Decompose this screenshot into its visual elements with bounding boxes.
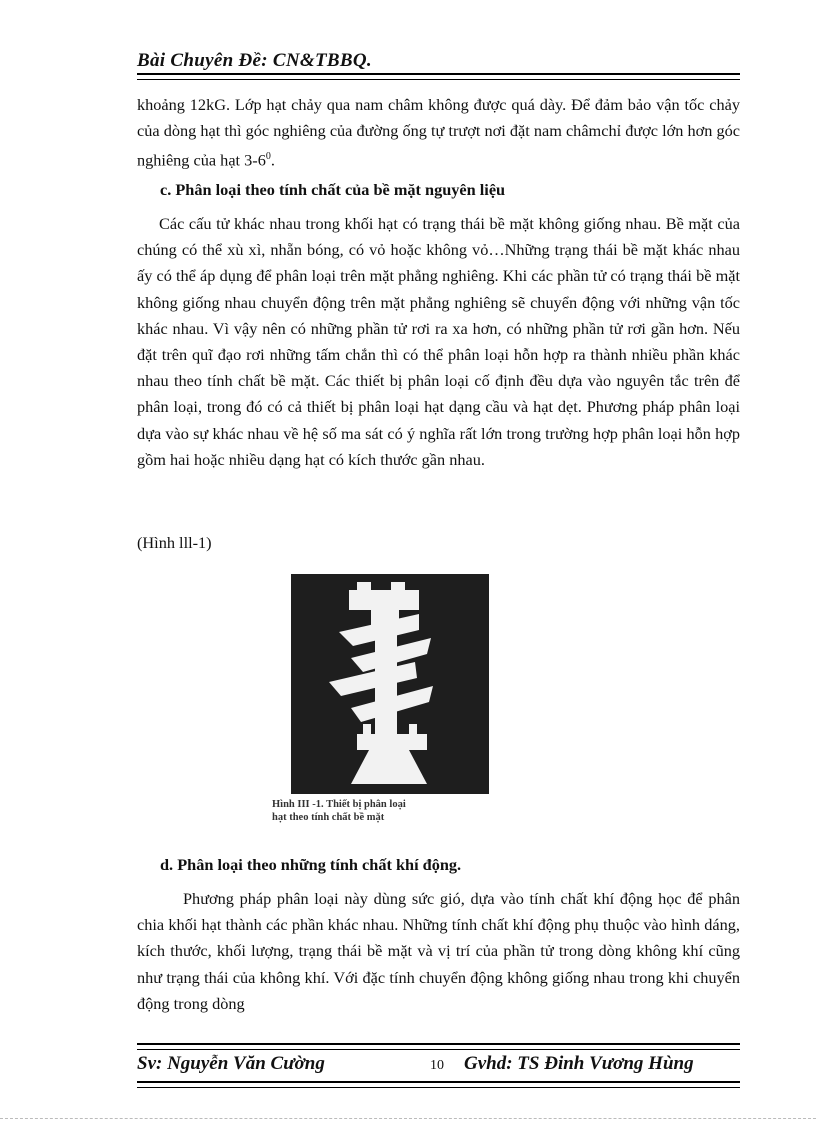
header-rule (137, 73, 740, 80)
section-heading-d: d. Phân loại theo những tính chất khí động. (160, 855, 462, 874)
figure-image (291, 574, 489, 794)
degree-superscript: 0 (265, 151, 271, 163)
figure-reference: (Hình lll-1) (137, 533, 212, 552)
footer-student: Sv: Nguyễn Văn Cường (137, 1053, 325, 1074)
paragraph-aerodynamic (137, 886, 740, 1017)
footer-rule (137, 1043, 740, 1050)
footer-rule-bottom (137, 1081, 740, 1088)
page-header (137, 50, 740, 72)
paragraph-aerodynamic-text: Phương pháp phân loại này dùng sức gió, dựa vào tính chất khí động học để phân chia khối hạt thành các phần khác nhau. Những tính chất khí động phụ thuộc vào hình dáng, kích thước, khối lượng, trạng thái bề mặt và vị trí của phần tử trong dòng không khí cũng như trạng thái của không khí. Với đặc tính chuyển động không giống nhau trong khi chuyển động trong dòng (137, 889, 740, 1013)
figure-caption-line2: hạt theo tính chất bề mặt (272, 812, 385, 823)
page-number: 10 (430, 1058, 444, 1073)
footer-advisor: Gvhd: TS Đinh Vương Hùng (464, 1053, 694, 1074)
paragraph-surface (137, 211, 740, 473)
paragraph-intro (137, 92, 740, 174)
separator-device-icon (291, 574, 489, 794)
paragraph-intro-end: . (270, 150, 275, 170)
paragraph-surface-text: Các cấu tử khác nhau trong khối hạt có trạng thái bề mặt không giống nhau. Bề mặt của chúng có thể xù xì, nhẵn bóng, có vỏ hoặc không vỏ…Những trạng thái bề mặt khác nhau ấy có thể áp dụng để phân loại trên mặt phẳng nghiêng. Khi các phần tử có trạng thái bề mặt không giống nhau chuyển động trên mặt phẳng nghiêng sẽ chuyển động với những vận tốc khác nhau. Vì vậy nên có những phần tử rơi ra xa hơn, có những phần tử rơi gần hơn. Nếu đặt trên quĩ đạo rơi những tấm chắn thì có thể phân loại hỗn hợp ra thành nhiều phần khác nhau theo tính chất bề mặt. Các thiết bị phân loại cố định đều dựa vào nguyên tắc trên để phân loại, trong đó có cả thiết bị phân loại hạt dạng cầu và hạt dẹt. Phương pháp phân loại dựa vào sự khác nhau về hệ số ma sát có ý nghĩa rất lớn trong trường hợp phân loại hỗn hợp gồm hai hoặc nhiều dạng hạt có kích thước gần nhau. (137, 214, 740, 469)
page-footer (137, 1053, 740, 1079)
figure-caption (272, 798, 472, 824)
page-edge (0, 1118, 816, 1119)
figure-caption-line1: Hình III -1. Thiết bị phân loại (272, 799, 406, 810)
paragraph-intro-body: khoảng 12kG. Lớp hạt chảy qua nam châm không được quá dày. Để đảm bảo vận tốc chảy của dòng hạt thì góc nghiêng của đường ống tự trượt nơi đặt nam châmchỉ được lớn hơn góc nghiêng của hạt 3-6 (137, 95, 740, 170)
paragraph-intro-text (137, 92, 740, 174)
header-title: Bài Chuyên Đề: CN&TBBQ. (137, 50, 372, 71)
section-heading-c: c. Phân loại theo tính chất của bề mặt nguyên liệu (160, 180, 506, 199)
